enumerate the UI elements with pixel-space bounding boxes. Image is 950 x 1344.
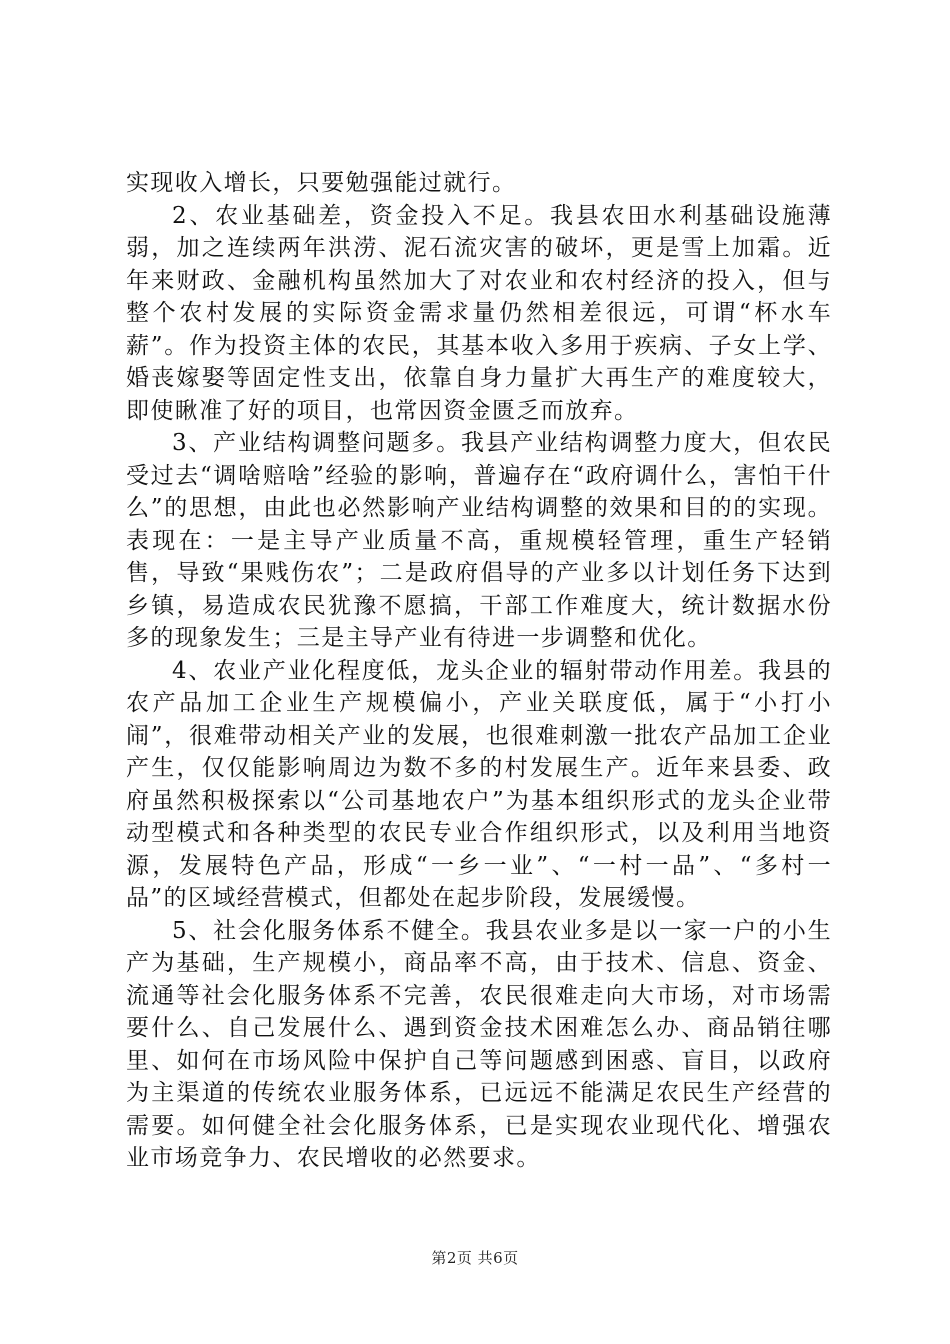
page-number-footer: 第2页 共6页 [431,1249,519,1267]
document-body [126,167,832,1175]
paragraph-item-3: 3、产业结构调整问题多。我县产业结构调整力度大，但农民受过去“调啥赔啥”经验的影响，普遍存在“政府调什么，害怕干什么”的思想，由此也必然影响产业结构调整的效果和目的的实现。表现在：一是主导产业质量不高，重规模轻管理，重生产轻销售，导致“果贱伤农”；二是政府倡导的产业多以计划任务下达到乡镇，易造成农民犹豫不愿搞，干部工作难度大，统计数据水份多的现象发生；三是主导产业有待进一步调整和优化。 [126,430,832,651]
paragraph-continuation: 实现收入增长，只要勉强能过就行。 [126,170,517,196]
paragraph-item-2: 2、农业基础差，资金投入不足。我县农田水利基础设施薄弱，加之连续两年洪涝、泥石流灾害的破坏，更是雪上加霜。近年来财政、金融机构虽然加大了对农业和农村经济的投入，但与整个农村发展的实际资金需求量仍然相差很远，可谓“杯水车薪”。作为投资主体的农民，其基本收入多用于疾病、子女上学、婚丧嫁娶等固定性支出，依靠自身力量扩大再生产的难度较大，即使瞅准了好的项目，也常因资金匮乏而放弃。 [126,202,832,424]
paragraph-item-4: 4、农业产业化程度低，龙头企业的辐射带动作用差。我县的农产品加工企业生产规模偏小，产业关联度低，属于“小打小闹”，很难带动相关产业的发展，也很难刺激一批农产品加工企业产生，仅仅能影响周边为数不多的村发展生产。近年来县委、政府虽然积极探索以“公司基地农户”为基本组织形式的龙头企业带动型模式和各种类型的农民专业合作组织形式，以及利用当地资源，发展特色产品，形成“一乡一业”、“一村一品”、“多村一品”的区域经营模式，但都处在起步阶段，发展缓慢。 [126,657,832,911]
paragraph-item-5: 5、社会化服务体系不健全。我县农业多是以一家一户的小生产为基础，生产规模小，商品率不高，由于技术、信息、资金、流通等社会化服务体系不完善，农民很难走向大市场，对市场需要什么、自己发展什么、遇到资金技术困难怎么办、商品销往哪里、如何在市场风险中保护自己等问题感到困惑、盲目，以政府为主渠道的传统农业服务体系，已远远不能满足农民生产经营的需要。如何健全社会化服务体系，已是实现农业现代化、增强农业市场竞争力、农民增收的必然要求。 [126,917,832,1171]
